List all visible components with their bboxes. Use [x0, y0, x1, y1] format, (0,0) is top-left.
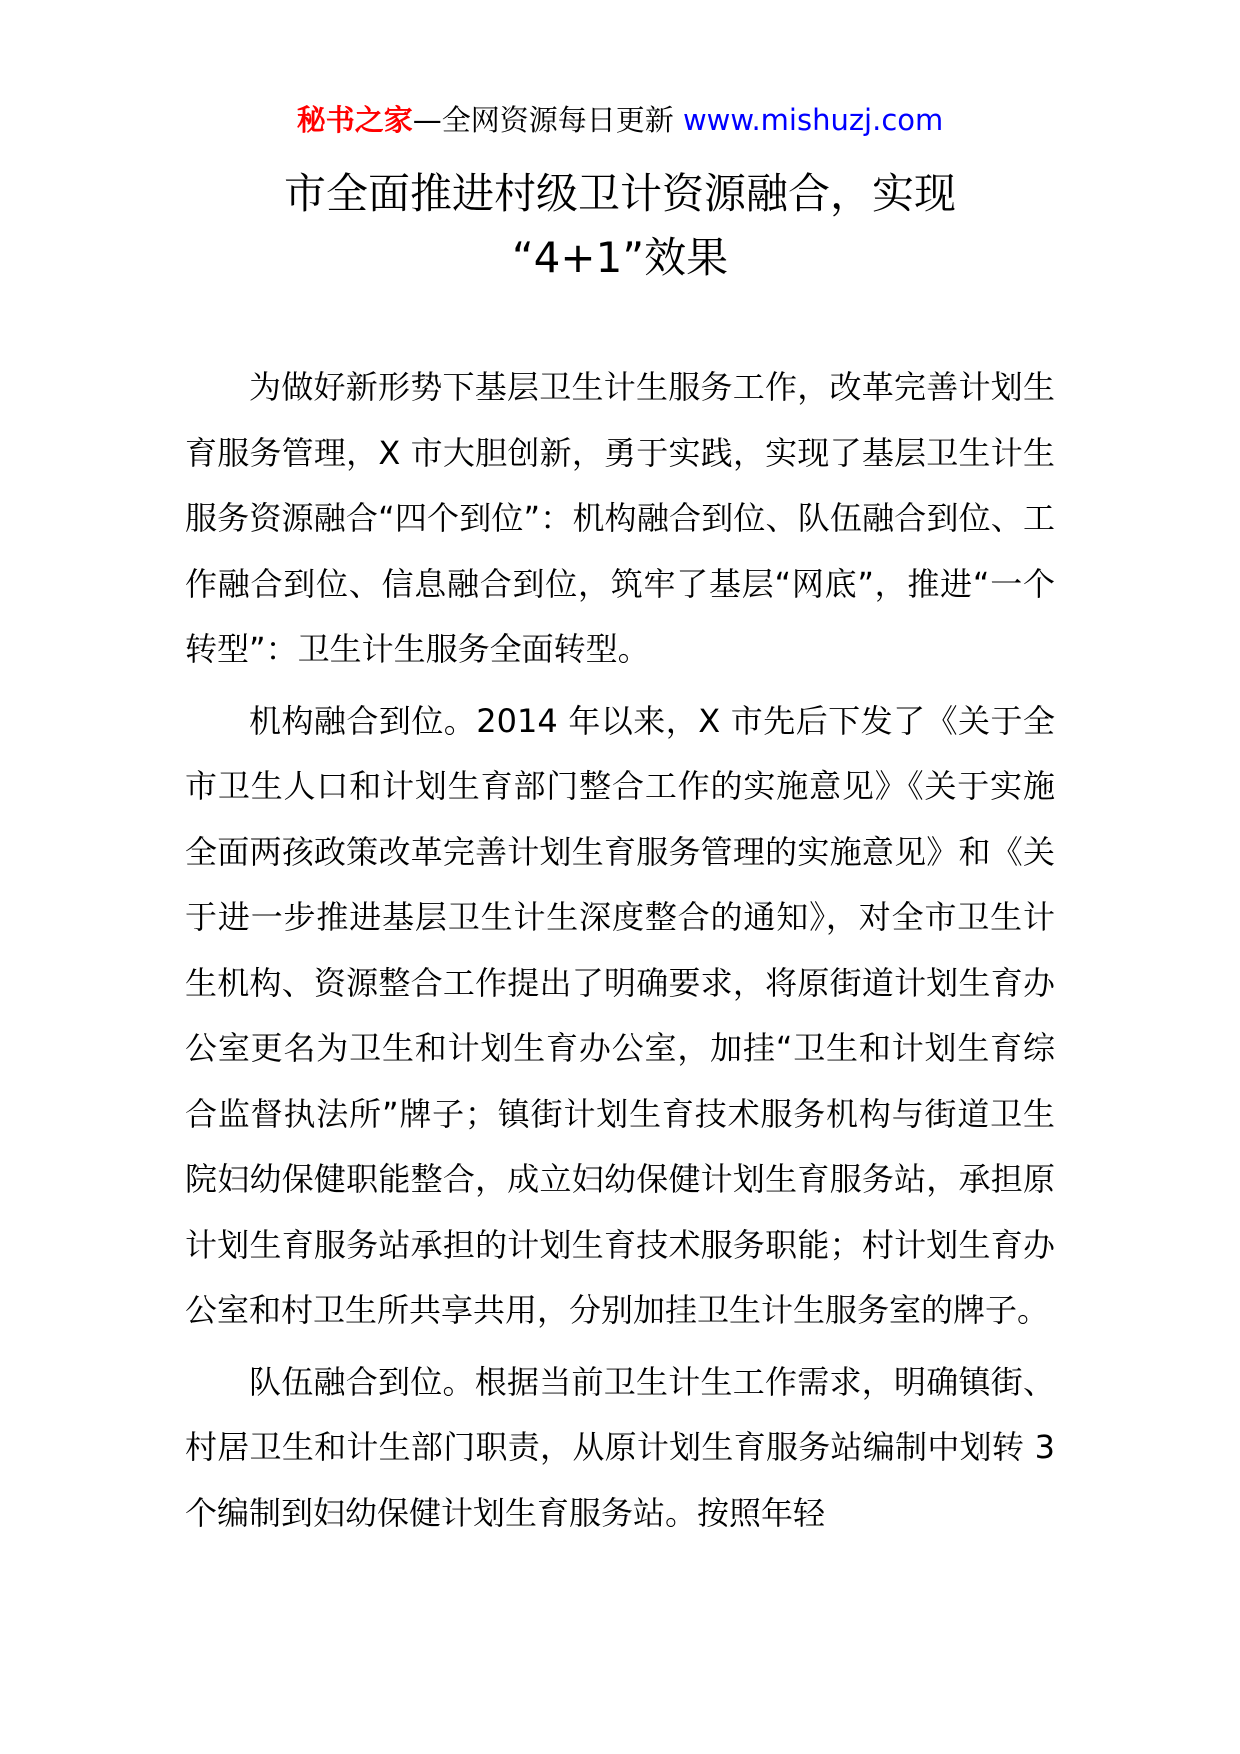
body-paragraph: 队伍融合到位。根据当前卫生计生工作需求，明确镇街、村居卫生和计生部门职责，从原计划生育服务站编制中划转 3 个编制到妇幼保健计划生育服务站。按照年轻	[185, 1362, 1055, 1532]
site-url-link[interactable]: www.mishuzj.com	[682, 103, 944, 137]
title-line-2: “4+1”效果	[511, 233, 729, 282]
title-line-1: 市全面推进村级卫计资源融合，实现	[283, 169, 956, 218]
site-banner	[0, 100, 1240, 140]
banner-slogan: —全网资源每日更新	[412, 103, 683, 137]
body-paragraph: 机构融合到位。2014 年以来，X 市先后下发了《关于全市卫生人口和计划生育部门整合工作的实施意见》《关于实施全面两孩政策改革完善计划生育服务管理的实施意见》和《关于进一步推进基层卫生计生深度整合的通知》，对全市卫生计生机构、资源整合工作提出了明确要求，将原街道计划生育办公室更名为卫生和计划生育办公室，加挂“卫生和计划生育综合监督执法所”牌子；镇街计划生育技术服务机构与街道卫生院妇幼保健职能整合，成立妇幼保健计划生育服务站，承担原计划生育服务站承担的计划生育技术服务职能；村计划生育办公室和村卫生所共享共用，分别加挂卫生计生服务室的牌子。	[185, 701, 1055, 1329]
brand-name: 秘书之家	[296, 103, 413, 137]
document-body	[185, 355, 1055, 1552]
document-title	[160, 162, 1080, 290]
body-paragraph: 为做好新形势下基层卫生计生服务工作，改革完善计划生育服务管理，X 市大胆创新，勇于实践，实现了基层卫生计生服务资源融合“四个到位”：机构融合到位、队伍融合到位、工作融合到位、信息融合到位，筑牢了基层“网底”，推进“一个转型”：卫生计生服务全面转型。	[185, 368, 1055, 668]
